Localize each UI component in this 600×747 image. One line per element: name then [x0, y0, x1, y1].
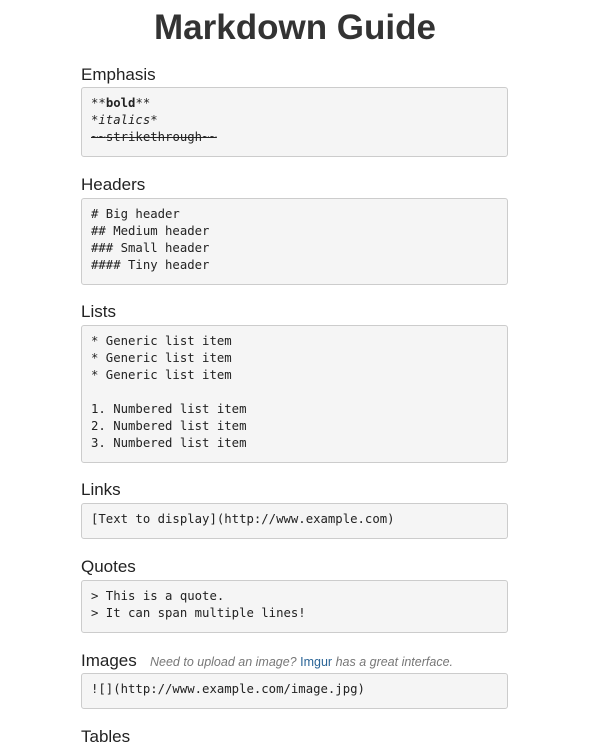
code-line: ## Medium header [91, 224, 210, 238]
images-heading: Images [81, 651, 137, 670]
code-line: * Generic list item [91, 368, 232, 382]
images-code-block [81, 673, 508, 709]
bold-example: **bold** [91, 96, 151, 110]
emphasis-code-block [81, 87, 508, 157]
code-line: ### Small header [91, 241, 210, 255]
links-code-block [81, 503, 508, 539]
code-line: * Generic list item [91, 351, 232, 365]
headers-heading: Headers [81, 175, 146, 194]
code-line: # Big header [91, 207, 180, 221]
imgur-link[interactable]: Imgur [300, 655, 333, 669]
code-line: 2. Numbered list item [91, 419, 247, 433]
emphasis-heading: Emphasis [81, 65, 156, 84]
tables-heading: Tables [81, 727, 131, 746]
code-line: [Text to display](http://www.example.com) [91, 512, 395, 526]
quotes-code-block [81, 580, 508, 633]
code-line: ![](http://www.example.com/image.jpg) [91, 682, 365, 696]
code-line: 3. Numbered list item [91, 436, 247, 450]
italics-example: *italics* [91, 113, 158, 127]
lists-code-block [81, 325, 508, 463]
images-note: Need to upload an image? Imgur has a great interface. [150, 655, 453, 669]
lists-heading: Lists [81, 302, 116, 321]
page-title: Markdown Guide [154, 8, 436, 47]
blank-line [91, 384, 498, 401]
links-heading: Links [81, 480, 121, 499]
code-line: 1. Numbered list item [91, 402, 247, 416]
code-line: #### Tiny header [91, 258, 210, 272]
code-line: > This is a quote. [91, 589, 225, 603]
headers-code-block [81, 198, 508, 285]
quotes-heading: Quotes [81, 557, 136, 576]
code-line: * Generic list item [91, 334, 232, 348]
code-line: > It can span multiple lines! [91, 606, 306, 620]
strikethrough-example: ~~strikethrough~~ [91, 130, 217, 144]
